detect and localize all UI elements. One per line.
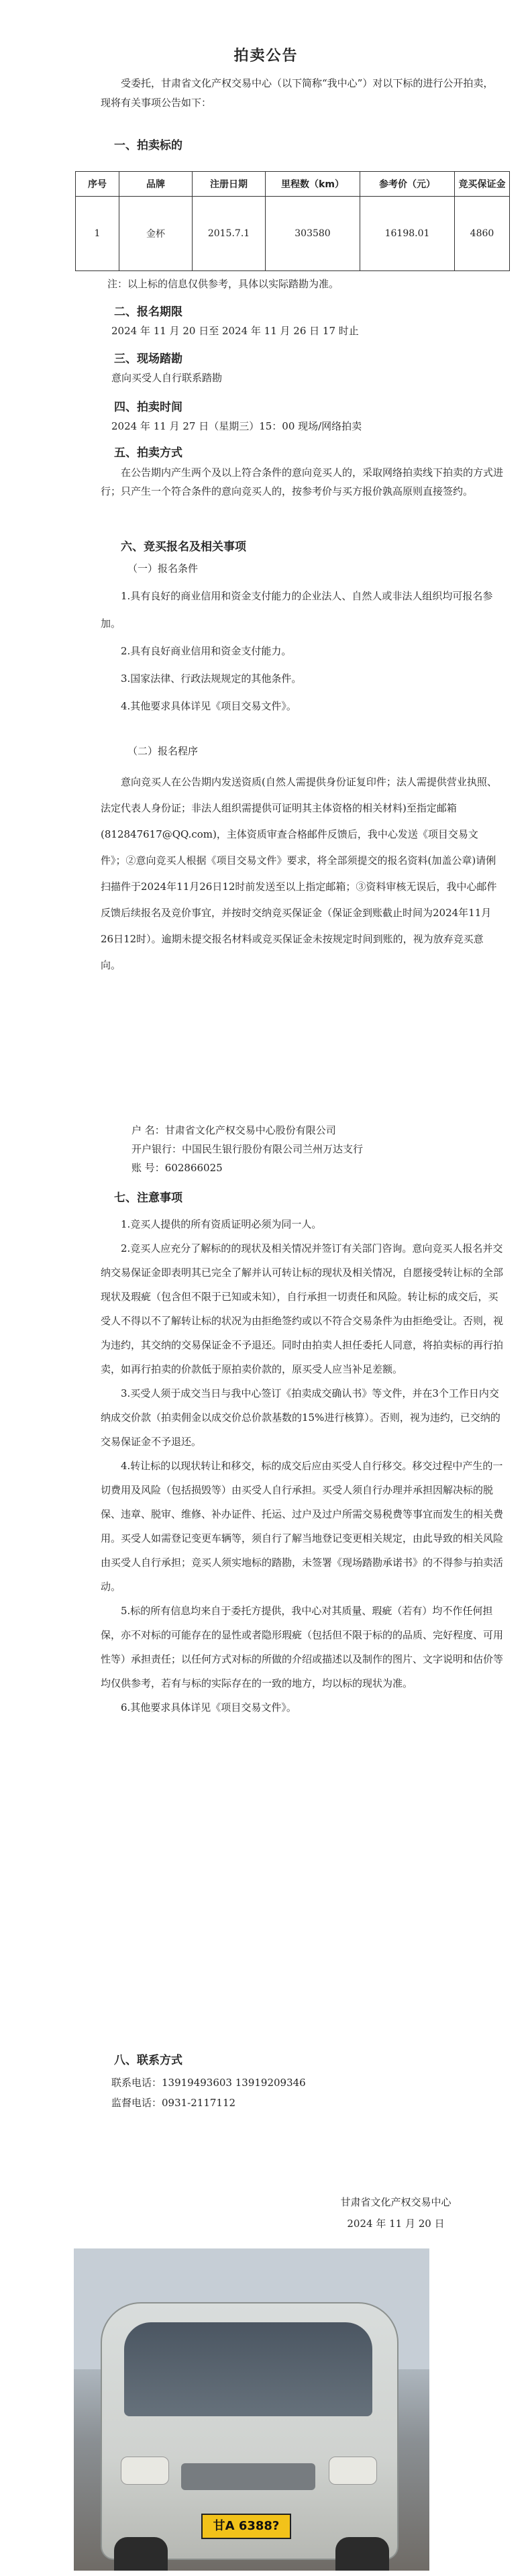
table-row: [76, 197, 510, 271]
cell-reg-date: 2015.7.1: [193, 197, 266, 271]
account-number-row: [131, 1158, 363, 1177]
procedure-block: [101, 769, 503, 979]
procedure-text: 意向竞买人在公告期内发送资质(自然人需提供身份证复印件；法人需提供营业执照、法定代表人身份证；非法人组织需提供可证明其主体资格的相关材料)至指定邮箱(812847617@QQ.com)，主体资质审查合格邮件反馈后，我中心发送《项目交易文件》；②意向竞买人根据《项目交易文件》要求，将全部须提交的报名资料(加盖公章)请俐扫描件于2024年11月26日12时前发送至以上指定邮箱；③资料审核无误后，我中心邮件反馈后续报名及竞价事宜，并按时交纳竞买保证金（保证金到账截止时间为2024年11月26日12时）。逾期未提交报名材料或竞买保证金未按规定时间到账的，视为放弃竞买意向。: [101, 776, 497, 971]
bank-name-row: [131, 1140, 363, 1158]
col-header: 注册日期: [193, 172, 266, 197]
registration-period: 2024 年 11 月 20 日至 2024 年 11 月 26 日 17 时止: [111, 325, 359, 337]
section-8-heading: 八、联系方式: [114, 2054, 182, 2067]
notes-list: [101, 1212, 503, 1720]
supervise-phone: 监督电话：0931-2117112: [111, 2097, 236, 2109]
col-header: 竞买保证金: [455, 172, 510, 197]
note-item: 5.标的所有信息均来自于委托方提供，我中心对其质量、瑕疵（若有）均不作任何担保，亦不对标的可能存在的显性或者隐形瑕疵（包括但不限于标的的品质、完好程度、可用性等）承担责任；以任何方式对标的所做的介绍或描述以及制作的图片、文字说明和估价等均仅供参考，若有与标的实际存在的一致的地方，均以标的现状为准。: [101, 1605, 504, 1689]
note-item: 4.转让标的以现状转让和移交，标的成交后应由买受人自行移交。移交过程中产生的一切费用及风险（包括损毁等）由买受人自行承担。买受人须自行办理并承担因解决标的脱保、违章、脱审、维修、补办证件、托运、过户及过户所需交易税费等事宜而发生的相关费用。买受人如需登记变更车辆等，须自行了解当地登记变更相关规定，由此导致的相关风险由买受人自行承担；竞买人须实地标的踏勘，未签署《现场踏勘承诺书》的不得参与拍卖活动。: [101, 1460, 504, 1593]
col-header: 品牌: [119, 172, 193, 197]
account-name-row: [131, 1121, 363, 1140]
note-item: 1.竞买人提供的所有资质证明必须为同一人。: [121, 1218, 322, 1230]
cell-brand: 金杯: [119, 197, 193, 271]
cell-index: 1: [76, 197, 119, 271]
account-name: 甘肃省文化产权交易中心股份有限公司: [164, 1124, 336, 1136]
site-visit-text: 意向买受人自行联系踏勘: [111, 372, 223, 384]
auction-time: 2024 年 11 月 27 日（星期三）15：00 现场/网络拍卖: [111, 420, 362, 432]
signature-date: 2024 年 11 月 20 日: [347, 2218, 445, 2230]
headlight-right: [329, 2457, 377, 2485]
condition-item: 2.具有良好商业信用和资金支付能力。: [121, 645, 292, 657]
signature-org: 甘肃省文化产权交易中心: [340, 2196, 451, 2208]
contact-phone: 联系电话：13919493603 13919209346: [111, 2077, 306, 2089]
page-title: 拍卖公告: [233, 48, 299, 64]
bank-info: [131, 1121, 363, 1177]
condition-item: 4.其他要求具体详见《项目交易文件》。: [121, 700, 297, 712]
intro-paragraph: 受委托，甘肃省文化产权交易中心（以下简称“我中心”）对以下标的进行公开拍卖，现将有关事项公告如下：: [101, 77, 494, 109]
section-1-heading: 一、拍卖标的: [114, 139, 182, 152]
condition-item: 3.国家法律、行政法规规定的其他条件。: [121, 673, 302, 685]
auction-method-text: 在公告期内产生两个及以上符合条件的意向竞买人的，采取网络拍卖线下拍卖的方式进行；只产生一个符合条件的意向竞买人的，按参考价与买方报价孰高原则直接签约。: [101, 466, 504, 497]
table-header-row: [76, 172, 510, 197]
table-note: 注：以上标的信息仅供参考，具体以实际踏勘为准。: [107, 278, 339, 290]
bank-name: 中国民生银行股份有限公司兰州万达支行: [182, 1143, 364, 1155]
headlight-left: [121, 2457, 169, 2485]
cell-mileage: 303580: [266, 197, 360, 271]
condition-item: 1.具有良好的商业信用和资金支付能力的企业法人、自然人或非法人组织均可报名参加。: [101, 590, 493, 630]
procedure-title: （二）报名程序: [127, 745, 199, 757]
item-table: [75, 171, 510, 271]
account-number-label: 账 号：: [131, 1162, 165, 1174]
col-header: 参考价（元）: [360, 172, 455, 197]
section-3-heading: 三、现场踏勘: [114, 352, 182, 366]
col-header: 序号: [76, 172, 119, 197]
license-plate: 甘A 6388?: [201, 2514, 291, 2539]
conditions-list: [101, 583, 503, 720]
section-6-heading: 六、竞买报名及相关事项: [121, 540, 246, 554]
section-2-heading: 二、报名期限: [114, 305, 182, 319]
note-item: 3.买受人须于成交当日与我中心签订《拍卖成交确认书》等文件，并在3个工作日内交纳成交价款（拍卖佣金以成交价总价款基数的15%进行核算）。否则，视为违约，已交纳的交易保证金不予退还。: [101, 1387, 500, 1448]
col-header: 里程数（km）: [266, 172, 360, 197]
account-name-label: 户 名：: [131, 1124, 165, 1136]
wheel-right: [335, 2537, 389, 2571]
bank-name-label: 开户银行：: [131, 1143, 182, 1155]
section-5-heading: 五、拍卖方式: [114, 446, 182, 460]
account-number: 602866025: [164, 1162, 223, 1174]
wheel-left: [114, 2537, 168, 2571]
van-windshield: [124, 2322, 372, 2416]
note-item: 2.竞买人应充分了解标的的现状及相关情况并签订有关部门咨询。意向竞买人报名并交纳交易保证金即表明其已完全了解并认可转让标的现状及相关情况，自愿接受转让标的全部现状及瑕疵（包含但不限于已知或未知），自行承担一切责任和风险。转让标的成交后，买受人不得以不了解转让标的状况为由拒绝签约或以不符合交易条件为由拒绝受让。否则，视为违约，其交纳的交易保证金不予退还。同时由拍卖人担任委托人同意，将拍卖标的再行拍卖，如再行拍卖的价款低于原拍卖价款的，原买受人应当补足差额。: [101, 1242, 504, 1375]
section-7-heading: 七、注意事项: [114, 1191, 182, 1205]
van-grille: [181, 2463, 315, 2490]
vehicle-photo: [74, 2248, 429, 2571]
cell-deposit: 4860: [455, 197, 510, 271]
conditions-title: （一）报名条件: [127, 562, 199, 575]
cell-ref-price: 16198.01: [360, 197, 455, 271]
section-4-heading: 四、拍卖时间: [114, 401, 182, 414]
note-item: 6.其他要求具体详见《项目交易文件》。: [121, 1701, 297, 1714]
